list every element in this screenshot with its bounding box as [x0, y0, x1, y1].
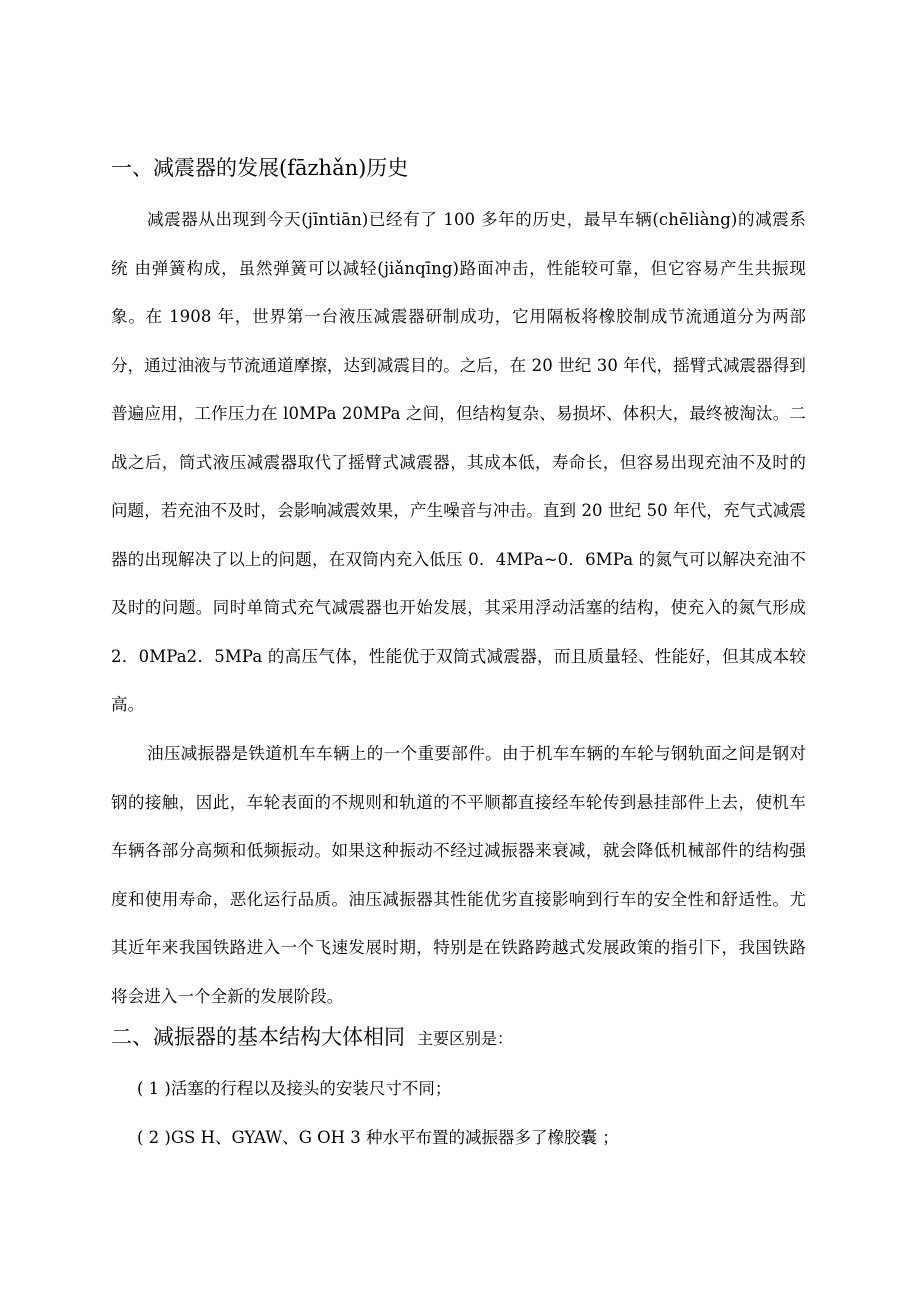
section-2-heading-suffix: 主要区别是：: [417, 1029, 514, 1048]
section-2-list-item-1: ( 1 )活塞的行程以及接头的安装尺寸不同；: [137, 1079, 452, 1098]
section-1-heading-text: 一、减震器的发展(fāzhǎn)历史: [111, 156, 409, 180]
section-1-paragraph-2: 油压减振器是铁道机车车辆上的一个重要部件。由于机车车辆的车轮与钢轨面之间是钢对钢的接触，因此，车轮表面的不规则和轨道的不平顺都直接经车轮传到悬挂部件上去，使机车车辆各部分高频和低频振动。如果这种振动不经过减振器来衰减，就会降低机械部件的结构强度和使用寿命，恶化运行品质。油压减振器其性能优劣直接影响到行车的安全性和舒适性。尤其近年来我国铁路进入一个飞速发展时期，特别是在铁路跨越式发展政策的指引下，我国铁路将会进入一个全新的发展阶段。: [111, 744, 806, 1006]
section-1-heading: [111, 156, 408, 180]
section-2-heading-text: 二、减振器的基本结构大体相同: [111, 1025, 405, 1049]
section-2-heading: [111, 1025, 513, 1051]
section-2-list-item-2: ( 2 )GS H、GYAW、G OH 3 种水平布置的减振器多了橡胶囊 ；: [137, 1128, 619, 1147]
section-1-paragraph-1: 减震器从出现到今天(jīntiān)已经有了 100 多年的历史，最早车辆(chēliàng)的减震系统 由弹簧构成，虽然弹簧可以减轻(jiǎnqīng)路面冲击，性能较可靠，但它容易产生共振现象。在 1908 年，世界第一台液压减震器研制成功，它用隔板将橡胶制成节流通道分为两部分，通过油液与节流通道摩擦，达到减震目的。之后，在 20 世纪 30 年代，摇臂式减震器得到普遍应用，工作压力在 l0MPa 20MPa 之间，但结构复杂、易损坏、体积大，最终被淘汰。二战之后，筒式液压减震器取代了摇臂式减震器，其成本低，寿命长，但容易出现充油不及时的问题，若充油不及时，会影响减震效果，产生噪音与冲击。直到 20 世纪 50 年代，充气式减震器的出现解决了以上的问题，在双筒内充入低压 0．4MPa~0．6MPa 的氮气可以解决充油不及时的问题。同时单筒式充气减震器也开始发展，其采用浮动活塞的结构，使充入的氮气形成 2．0MPa2．5MPa 的高压气体，性能优于双筒式减震器，而且质量轻、性能好，但其成本较高。: [111, 210, 806, 714]
